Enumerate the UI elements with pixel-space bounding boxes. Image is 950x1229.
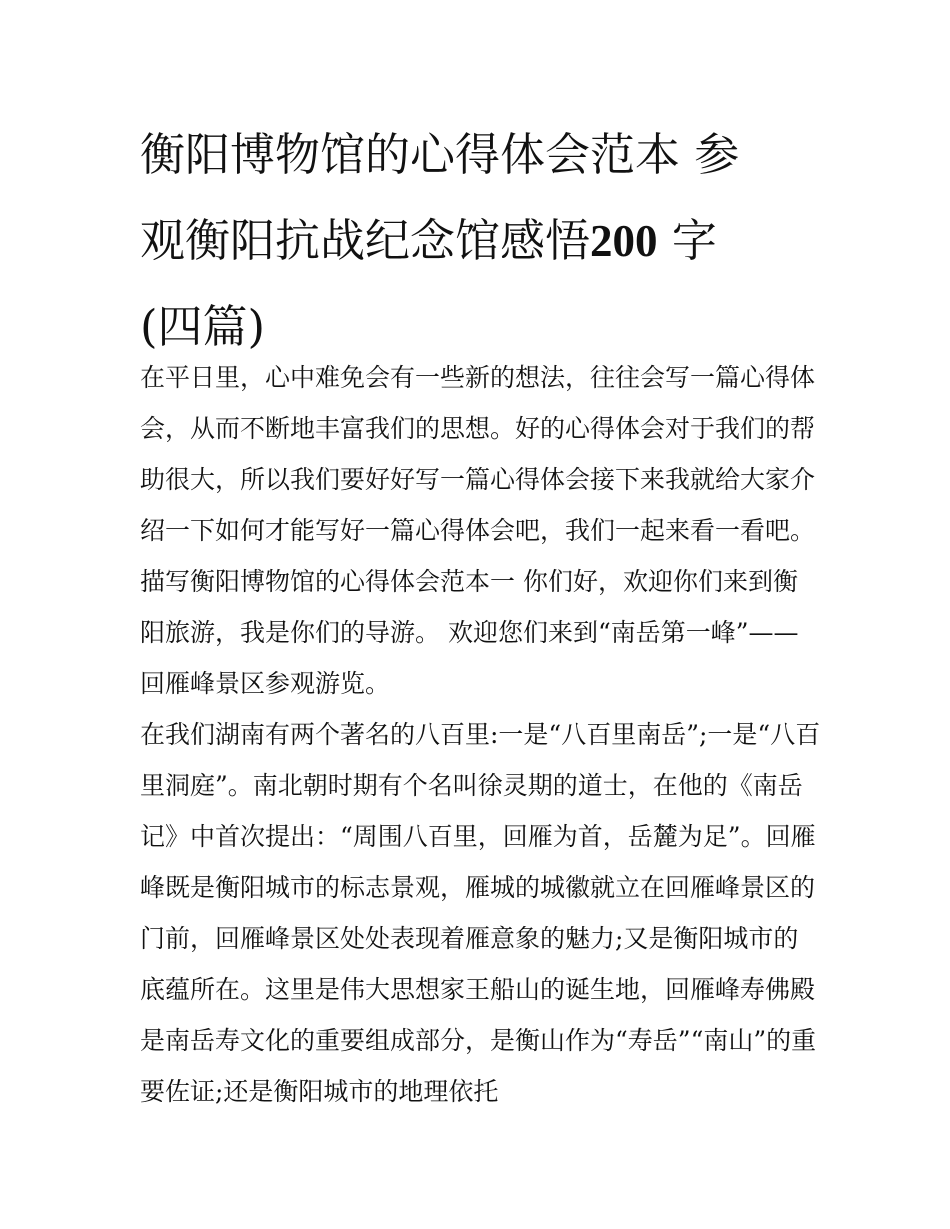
paragraph-2: [140, 709, 830, 1117]
paragraph-line: 在我们湖南有两个著名的八百里:一是“八百里南岳”;一是“八百: [140, 720, 821, 749]
paragraph-1: [140, 352, 830, 709]
title-line-2-text: 观衡阳抗战纪念馆感悟: [140, 214, 591, 267]
title-suffix: 字: [657, 214, 717, 267]
document-body: [140, 352, 830, 1117]
paragraph-line: 记》中首次提出：“周围八百里，回雁为首，岳麓为足”。回雁: [140, 822, 816, 851]
paragraph-line: 是南岳寿文化的重要组成部分，是衡山作为“寿岳”“南山”的重: [140, 1026, 817, 1055]
paragraph-line: 回雁峰景区参观游览。: [140, 669, 391, 698]
paragraph-line: 助很大，所以我们要好好写一篇心得体会接下来我就给大家介: [140, 465, 816, 494]
title-line-1: 衡阳博物馆的心得体会范本 参: [140, 128, 740, 181]
paragraph-line: 峰既是衡阳城市的标志景观，雁城的城徽就立在回雁峰景区的: [140, 873, 816, 902]
paragraph-line: 阳旅游，我是你们的导游。 欢迎您们来到“南岳第一峰”——: [140, 618, 799, 647]
paragraph-line: 描写衡阳博物馆的心得体会范本一 你们好，欢迎你们来到衡: [140, 567, 798, 596]
paragraph-line: 要佐证;还是衡阳城市的地理依托: [140, 1077, 499, 1106]
title-line-3: (四篇): [140, 300, 266, 353]
paragraph-line: 底蕴所在。这里是伟大思想家王船山的诞生地，回雁峰寿佛殿: [140, 975, 816, 1004]
paragraph-line: 在平日里，心中难免会有一些新的想法，往往会写一篇心得体: [140, 363, 816, 392]
paragraph-line: 门前，回雁峰景区处处表现着雁意象的魅力;又是衡阳城市的: [140, 924, 799, 953]
paragraph-line: 绍一下如何才能写好一篇心得体会吧，我们一起来看一看吧。: [140, 516, 816, 545]
paragraph-line: 会，从而不断地丰富我们的思想。好的心得体会对于我们的帮: [140, 414, 816, 443]
title-number: 200: [590, 216, 658, 266]
document-title: [140, 112, 820, 370]
title-line-2: [140, 198, 820, 284]
paragraph-line: 里洞庭”。南北朝时期有个名叫徐灵期的道士，在他的《南岳: [140, 771, 803, 800]
